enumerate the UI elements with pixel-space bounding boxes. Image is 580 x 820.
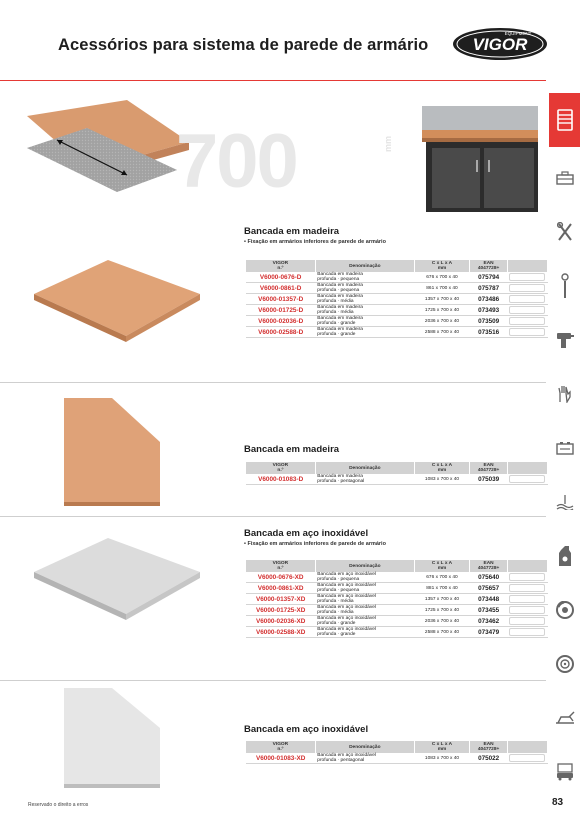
table-row <box>246 316 548 327</box>
ean-code: 075794 <box>470 272 508 283</box>
article-code: V6000-0676-D <box>246 272 315 283</box>
product-dimensions: 1357 x 700 x 40 <box>414 594 469 605</box>
header-rule <box>0 80 546 81</box>
order-quantity-box[interactable] <box>507 272 547 283</box>
sidebar-tab-wheels[interactable] <box>549 637 580 691</box>
product-dimensions: 1725 x 700 x 40 <box>414 605 469 616</box>
col-vigor: VIGOR n.º <box>246 560 315 572</box>
gloves-icon <box>556 385 574 403</box>
sidebar-tab-lifting[interactable] <box>549 691 580 745</box>
product-dimensions: 2588 x 700 x 40 <box>414 627 469 638</box>
article-code: V6000-01725-XD <box>246 605 315 616</box>
product-dimensions: 676 x 700 x 40 <box>414 272 469 283</box>
sidebar-tab-brakes[interactable] <box>549 583 580 637</box>
product-dimensions: 1083 x 700 x 40 <box>414 474 469 485</box>
page-number: 83 <box>552 797 564 808</box>
vehicle-service-icon <box>556 763 574 781</box>
order-quantity-box[interactable] <box>507 305 547 316</box>
sidebar-tab-gloves[interactable] <box>549 367 580 421</box>
product-dimensions: 2588 x 700 x 40 <box>414 327 469 338</box>
ean-code: 075039 <box>470 474 508 485</box>
tool-cabinet-icon <box>557 109 573 131</box>
wood-pentagonal-worktop-image <box>62 394 162 506</box>
col-vigor: VIGOR n.º <box>246 260 315 272</box>
hero-dimension-number: 700 <box>176 119 297 204</box>
article-code: V6000-02036-D <box>246 316 315 327</box>
brand-sub: EQUIPMENT <box>504 31 532 36</box>
table-row <box>246 572 548 583</box>
wrench-screwdriver-icon <box>557 222 573 242</box>
ean-code: 075640 <box>470 572 508 583</box>
page-title: Acessórios para sistema de parede de armário <box>58 36 429 54</box>
order-quantity-box[interactable] <box>507 594 547 605</box>
section-wood <box>244 226 386 245</box>
col-ean: EAN 4047728+ <box>470 462 508 474</box>
article-code: V6000-01357-XD <box>246 594 315 605</box>
product-table-steel-pentagonal <box>246 741 548 764</box>
col-dims: C x L x A mm <box>414 260 469 272</box>
product-name: Bancada em madeira profunda · grande <box>315 316 414 327</box>
section-title: Bancada em madeira <box>244 226 340 237</box>
footer-note: Reservado o direito a erros <box>28 802 89 808</box>
ean-code: 073455 <box>470 605 508 616</box>
article-code: V6000-01083-D <box>246 474 315 485</box>
article-code: V6000-01725-D <box>246 305 315 316</box>
product-dimensions: 2036 x 700 x 40 <box>414 616 469 627</box>
article-code: V6000-0861-D <box>246 283 315 294</box>
product-name: Bancada em aço inoxidável profunda · média <box>315 605 414 616</box>
table-row <box>246 305 548 316</box>
ean-code: 073493 <box>470 305 508 316</box>
col-denominacao: Denominação <box>315 560 414 572</box>
product-name: Bancada em aço inoxidável profunda · grande <box>315 627 414 638</box>
sidebar-tab-vehicle-service[interactable] <box>549 745 580 799</box>
product-name: Bancada em madeira profunda · grande <box>315 327 414 338</box>
col-ean: EAN 4047728+ <box>470 260 508 272</box>
sidebar-tab-chargers[interactable] <box>549 421 580 475</box>
steel-worktop-image <box>30 534 202 622</box>
article-code: V6000-02588-XD <box>246 627 315 638</box>
sidebar-tab-fluids[interactable] <box>549 475 580 529</box>
sidebar-tab-tool-cabinets[interactable] <box>549 93 580 147</box>
product-dimensions: 2036 x 700 x 40 <box>414 316 469 327</box>
product-table-steel <box>246 560 548 638</box>
ean-code: 073509 <box>470 316 508 327</box>
product-name: Bancada em aço inoxidável profunda · grande <box>315 616 414 627</box>
col-dims: C x L x A mm <box>414 741 469 753</box>
ean-code: 073462 <box>470 616 508 627</box>
product-name: Bancada em aço inoxidável profunda · média <box>315 594 414 605</box>
article-code: V6000-0676-XD <box>246 572 315 583</box>
product-name: Bancada em aço inoxidável profunda · pequena <box>315 583 414 594</box>
col-dims: C x L x A mm <box>414 462 469 474</box>
product-name: Bancada em aço inoxidável profunda · pentagonal <box>315 753 414 764</box>
ean-code: 073516 <box>470 327 508 338</box>
product-dimensions: 1725 x 700 x 40 <box>414 305 469 316</box>
wheel-icon <box>556 655 574 673</box>
col-blank <box>507 560 547 572</box>
product-name: Bancada em madeira profunda · média <box>315 305 414 316</box>
order-quantity-box[interactable] <box>507 474 547 485</box>
section-title: Bancada em madeira <box>244 444 340 455</box>
sidebar-tab-hand-tools[interactable] <box>549 205 580 259</box>
order-quantity-box[interactable] <box>507 605 547 616</box>
section-subtitle: • Fixação em armários inferiores de parede de armário <box>244 541 386 547</box>
col-blank <box>507 462 547 474</box>
brand-name: VIGOR <box>472 35 528 54</box>
section-wood-pentagonal <box>244 444 339 455</box>
order-quantity-box[interactable] <box>507 316 547 327</box>
fluid-level-icon <box>556 494 574 510</box>
sidebar-tab-toolbox[interactable] <box>549 151 580 205</box>
table-row <box>246 627 548 638</box>
product-table-wood-pentagonal <box>246 462 548 485</box>
col-denominacao: Denominação <box>315 462 414 474</box>
section-separator <box>0 680 546 681</box>
product-name: Bancada em madeira profunda · pentagonal <box>315 474 414 485</box>
oil-bottle-icon <box>558 545 572 567</box>
hex-key-icon <box>560 273 570 299</box>
table-row <box>246 605 548 616</box>
section-separator <box>0 516 546 517</box>
order-quantity-box[interactable] <box>507 616 547 627</box>
table-row <box>246 753 548 764</box>
product-dimensions: 881 x 700 x 40 <box>414 583 469 594</box>
col-dims: C x L x A mm <box>414 560 469 572</box>
order-quantity-box[interactable] <box>507 753 547 764</box>
category-sidebar <box>549 93 580 793</box>
table-row <box>246 594 548 605</box>
table-row <box>246 583 548 594</box>
product-name: Bancada em madeira profunda · média <box>315 294 414 305</box>
col-vigor: VIGOR n.º <box>246 462 315 474</box>
sidebar-tab-oil[interactable] <box>549 529 580 583</box>
table-row <box>246 272 548 283</box>
section-title: Bancada em aço inoxidável <box>244 724 369 735</box>
article-code: V6000-01357-D <box>246 294 315 305</box>
col-ean: EAN 4047728+ <box>470 560 508 572</box>
table-row <box>246 283 548 294</box>
order-quantity-box[interactable] <box>507 627 547 638</box>
product-table-wood <box>246 260 548 338</box>
order-quantity-box[interactable] <box>507 327 547 338</box>
product-dimensions: 1083 x 700 x 40 <box>414 753 469 764</box>
ean-code: 075657 <box>470 583 508 594</box>
col-ean: EAN 4047728+ <box>470 741 508 753</box>
table-row <box>246 327 548 338</box>
wood-worktop-image <box>30 256 202 344</box>
steel-pentagonal-worktop-image <box>62 684 162 788</box>
ean-code: 075787 <box>470 283 508 294</box>
product-dimensions: 861 x 700 x 40 <box>414 283 469 294</box>
product-name: Bancada em madeira profunda · pequena <box>315 272 414 283</box>
col-denominacao: Denominação <box>315 741 414 753</box>
section-separator <box>0 382 546 383</box>
col-denominacao: Denominação <box>315 260 414 272</box>
product-dimensions: 1357 x 700 x 40 <box>414 294 469 305</box>
toolbox-icon <box>556 171 574 185</box>
table-row <box>246 616 548 627</box>
ean-code: 073486 <box>470 294 508 305</box>
col-blank <box>507 741 547 753</box>
section-steel <box>244 528 386 547</box>
hero-cabinet-image <box>418 100 540 212</box>
order-quantity-box[interactable] <box>507 572 547 583</box>
table-row <box>246 294 548 305</box>
order-quantity-box[interactable] <box>507 583 547 594</box>
impact-wrench-icon <box>556 331 574 349</box>
table-row <box>246 474 548 485</box>
order-quantity-box[interactable] <box>507 283 547 294</box>
ean-code: 073448 <box>470 594 508 605</box>
ean-code: 073479 <box>470 627 508 638</box>
sidebar-tab-hex-keys[interactable] <box>549 259 580 313</box>
section-steel-pentagonal <box>244 724 368 735</box>
article-code: V6000-0861-XD <box>246 583 315 594</box>
section-subtitle: • Fixação em armários inferiores de parede de armário <box>244 239 386 245</box>
battery-charger-icon <box>556 441 574 455</box>
col-blank <box>507 260 547 272</box>
col-vigor: VIGOR n.º <box>246 741 315 753</box>
article-code: V6000-01083-XD <box>246 753 315 764</box>
article-code: V6000-02588-D <box>246 327 315 338</box>
section-title: Bancada em aço inoxidável <box>244 528 369 539</box>
sidebar-tab-power-tools[interactable] <box>549 313 580 367</box>
product-name: Bancada em aço inoxidável profunda · pequena <box>315 572 414 583</box>
ean-code: 075022 <box>470 753 508 764</box>
product-name: Bancada em madeira profunda · pequena <box>315 283 414 294</box>
product-dimensions: 676 x 700 x 40 <box>414 572 469 583</box>
brake-disc-icon <box>556 601 574 619</box>
vigor-logo <box>452 26 548 62</box>
order-quantity-box[interactable] <box>507 294 547 305</box>
hero-dimension-unit: mm <box>383 136 393 153</box>
article-code: V6000-02036-XD <box>246 616 315 627</box>
car-lift-icon <box>555 711 575 725</box>
